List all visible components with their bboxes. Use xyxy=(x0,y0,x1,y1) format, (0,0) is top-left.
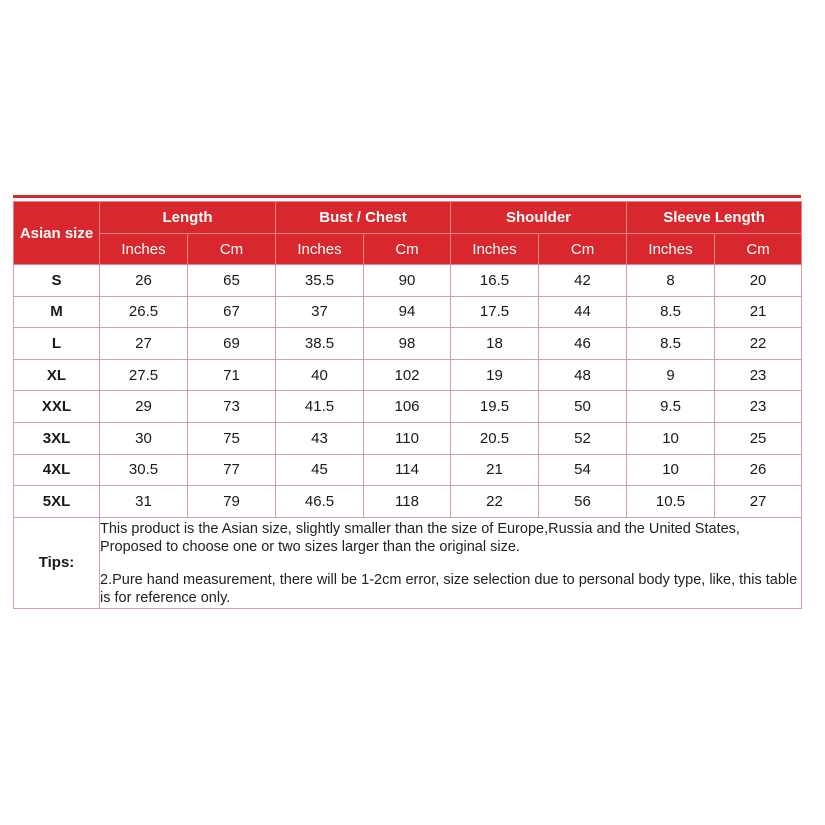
size-label: M xyxy=(14,296,100,328)
measurement-cell: 17.5 xyxy=(451,296,539,328)
measurement-cell: 56 xyxy=(539,486,627,518)
length-header: Length xyxy=(100,202,276,234)
tips-line-1: This product is the Asian size, slightly smaller than the size of Europe,Russia and the United States, Proposed to choose one or two sizes larger than the original size. xyxy=(100,520,740,555)
measurement-cell: 71 xyxy=(188,359,276,391)
measurement-cell: 27.5 xyxy=(100,359,188,391)
measurement-cell: 31 xyxy=(100,486,188,518)
header-unit-row xyxy=(14,234,802,265)
table-row xyxy=(14,296,802,328)
sleeve-length-header: Sleeve Length xyxy=(627,202,802,234)
unit-header: Cm xyxy=(188,234,276,265)
unit-header: Cm xyxy=(364,234,451,265)
unit-header: Inches xyxy=(451,234,539,265)
measurement-cell: 19.5 xyxy=(451,391,539,423)
measurement-cell: 23 xyxy=(715,359,802,391)
measurement-cell: 8.5 xyxy=(627,296,715,328)
unit-header: Cm xyxy=(539,234,627,265)
measurement-cell: 77 xyxy=(188,454,276,486)
asian-size-header: Asian size xyxy=(14,202,100,265)
measurement-cell: 30.5 xyxy=(100,454,188,486)
measurement-cell: 69 xyxy=(188,328,276,360)
unit-header: Cm xyxy=(715,234,802,265)
measurement-cell: 102 xyxy=(364,359,451,391)
measurement-cell: 20.5 xyxy=(451,422,539,454)
measurement-cell: 10.5 xyxy=(627,486,715,518)
measurement-cell: 52 xyxy=(539,422,627,454)
measurement-cell: 40 xyxy=(276,359,364,391)
unit-header: Inches xyxy=(276,234,364,265)
measurement-cell: 26 xyxy=(100,265,188,297)
table-row xyxy=(14,359,802,391)
bust-chest-header: Bust / Chest xyxy=(276,202,451,234)
measurement-cell: 22 xyxy=(451,486,539,518)
measurement-cell: 20 xyxy=(715,265,802,297)
table-row xyxy=(14,454,802,486)
measurement-cell: 41.5 xyxy=(276,391,364,423)
size-label: 5XL xyxy=(14,486,100,518)
size-label: S xyxy=(14,265,100,297)
measurement-cell: 9.5 xyxy=(627,391,715,423)
measurement-cell: 27 xyxy=(100,328,188,360)
table-row xyxy=(14,391,802,423)
measurement-cell: 46 xyxy=(539,328,627,360)
measurement-cell: 44 xyxy=(539,296,627,328)
table-row xyxy=(14,486,802,518)
measurement-cell: 23 xyxy=(715,391,802,423)
size-table xyxy=(13,201,802,609)
measurement-cell: 50 xyxy=(539,391,627,423)
measurement-cell: 25 xyxy=(715,422,802,454)
size-label: L xyxy=(14,328,100,360)
size-label: 3XL xyxy=(14,422,100,454)
measurement-cell: 43 xyxy=(276,422,364,454)
measurement-cell: 37 xyxy=(276,296,364,328)
measurement-cell: 42 xyxy=(539,265,627,297)
measurement-cell: 26.5 xyxy=(100,296,188,328)
table-row xyxy=(14,328,802,360)
measurement-cell: 10 xyxy=(627,454,715,486)
measurement-cell: 35.5 xyxy=(276,265,364,297)
measurement-cell: 45 xyxy=(276,454,364,486)
measurement-cell: 75 xyxy=(188,422,276,454)
measurement-cell: 26 xyxy=(715,454,802,486)
measurement-cell: 18 xyxy=(451,328,539,360)
measurement-cell: 9 xyxy=(627,359,715,391)
measurement-cell: 21 xyxy=(715,296,802,328)
top-rule xyxy=(13,195,801,198)
measurement-cell: 114 xyxy=(364,454,451,486)
measurement-cell: 106 xyxy=(364,391,451,423)
table-row xyxy=(14,422,802,454)
size-label: XL xyxy=(14,359,100,391)
measurement-cell: 21 xyxy=(451,454,539,486)
measurement-cell: 19 xyxy=(451,359,539,391)
unit-header: Inches xyxy=(100,234,188,265)
shoulder-header: Shoulder xyxy=(451,202,627,234)
measurement-cell: 73 xyxy=(188,391,276,423)
measurement-cell: 54 xyxy=(539,454,627,486)
size-label: 4XL xyxy=(14,454,100,486)
tips-row xyxy=(14,517,802,608)
unit-header: Inches xyxy=(627,234,715,265)
measurement-cell: 8.5 xyxy=(627,328,715,360)
measurement-cell: 110 xyxy=(364,422,451,454)
measurement-cell: 38.5 xyxy=(276,328,364,360)
tips-text xyxy=(100,517,802,608)
size-rows xyxy=(14,265,802,518)
measurement-cell: 8 xyxy=(627,265,715,297)
size-label: XXL xyxy=(14,391,100,423)
measurement-cell: 94 xyxy=(364,296,451,328)
measurement-cell: 79 xyxy=(188,486,276,518)
tips-label: Tips: xyxy=(14,517,100,608)
measurement-cell: 90 xyxy=(364,265,451,297)
measurement-cell: 29 xyxy=(100,391,188,423)
measurement-cell: 16.5 xyxy=(451,265,539,297)
measurement-cell: 46.5 xyxy=(276,486,364,518)
tips-line-2: 2.Pure hand measurement, there will be 1-2cm error, size selection due to personal body type, like, this table is for reference only. xyxy=(100,571,798,606)
measurement-cell: 27 xyxy=(715,486,802,518)
table-row xyxy=(14,265,802,297)
measurement-cell: 10 xyxy=(627,422,715,454)
measurement-cell: 98 xyxy=(364,328,451,360)
measurement-cell: 118 xyxy=(364,486,451,518)
measurement-cell: 30 xyxy=(100,422,188,454)
header-group-row xyxy=(14,202,802,234)
measurement-cell: 48 xyxy=(539,359,627,391)
measurement-cell: 65 xyxy=(188,265,276,297)
measurement-cell: 22 xyxy=(715,328,802,360)
measurement-cell: 67 xyxy=(188,296,276,328)
